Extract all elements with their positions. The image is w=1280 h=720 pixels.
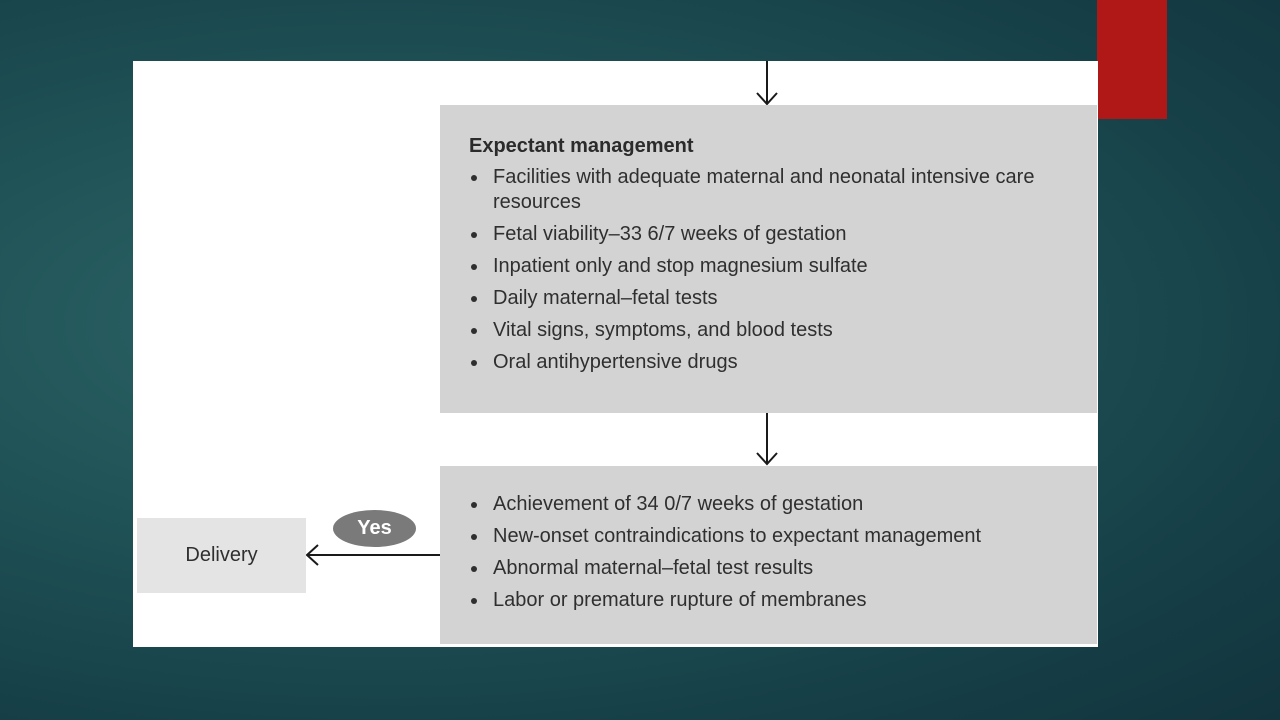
list-item: Achievement of 34 0/7 weeks of gestation xyxy=(469,492,1069,517)
flowchart-panel xyxy=(133,61,1098,647)
list-item: Fetal viability–33 6/7 weeks of gestation xyxy=(469,222,1069,247)
delivery-criteria-list xyxy=(469,492,1069,620)
accent-bar xyxy=(1097,0,1167,119)
list-item: Vital signs, symptoms, and blood tests xyxy=(469,318,1069,343)
arrow-into-expectant xyxy=(757,61,777,104)
list-item: Oral antihypertensive drugs xyxy=(469,350,1069,375)
delivery-label: Delivery xyxy=(185,544,258,566)
expectant-management-title: Expectant management xyxy=(469,135,694,157)
list-item: Facilities with adequate maternal and neonatal intensive care resources xyxy=(469,165,1069,215)
arrow-expectant-to-criteria xyxy=(757,413,777,464)
arrow-to-delivery xyxy=(307,545,440,565)
expectant-management-box xyxy=(440,105,1097,413)
expectant-management-list xyxy=(469,165,1069,382)
list-item: Labor or premature rupture of membranes xyxy=(469,588,1069,613)
list-item: Abnormal maternal–fetal test results xyxy=(469,556,1069,581)
list-item: New-onset contraindications to expectant management xyxy=(469,524,1069,549)
yes-label: Yes xyxy=(333,510,416,547)
delivery-criteria-box xyxy=(440,466,1097,644)
list-item: Daily maternal–fetal tests xyxy=(469,286,1069,311)
delivery-box xyxy=(137,518,306,593)
list-item: Inpatient only and stop magnesium sulfate xyxy=(469,254,1069,279)
